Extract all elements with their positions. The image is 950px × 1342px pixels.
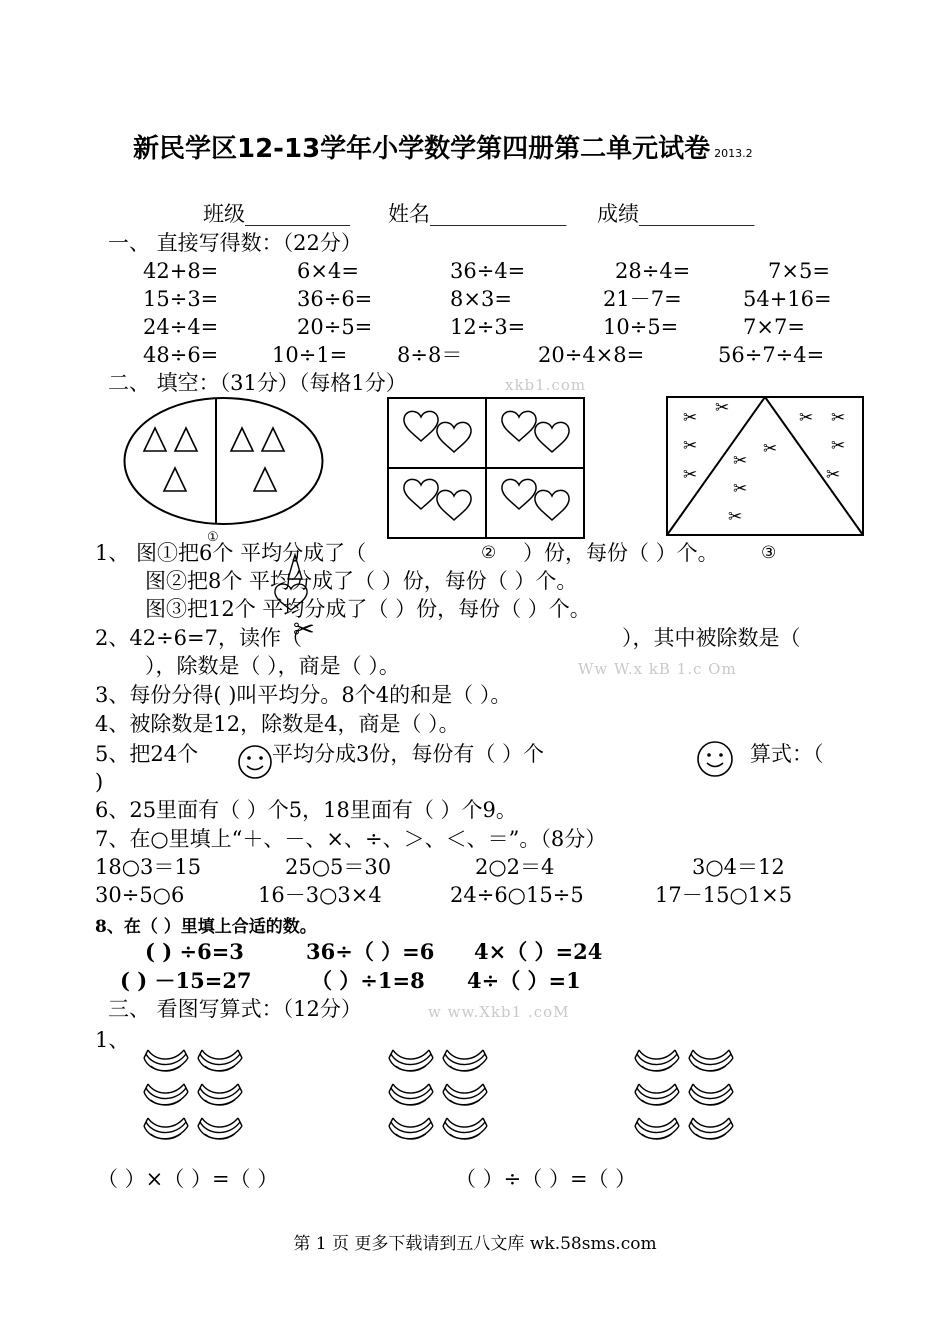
q1-line3: 图③把12个 平均分成了（ ）份，每份（ ）个。 [145,597,591,621]
q4: 4、被除数是12，除数是4，商是（ ）。 [95,712,460,736]
q8-heading: 8、在（ ）里填上合适的数。 [95,917,317,937]
q2-line2: ），除数是（ ），商是（ ）。 [145,654,400,678]
page-footer: 第 1 页 更多下载请到五八文库 wk.58sms.com [293,1234,657,1254]
arith-item: 21－7= [603,287,682,311]
q2-line1: 2、42÷6=7，读作（ [95,626,302,650]
figure-mark-1: ① [207,530,219,545]
arith-item: 48÷6= [143,343,219,367]
arith-item: 10÷1= [272,343,348,367]
q2-line1-end: ），其中被除数是（ [622,626,801,650]
name-field: 姓名_____________ [388,202,567,226]
q1-line1-end: ）份，每份（ ）个。 [523,541,719,565]
compare-item: 18○3＝15 [95,855,202,879]
fill-item: ( ) ÷6=3 [145,939,244,964]
compare-item: 2○2＝4 [475,855,555,879]
fill-item: 4÷（ ）=1 [467,968,581,993]
banana-groups [130,1040,750,1152]
section3-heading: 三、 看图写算式：（12分） [108,997,362,1021]
arith-item: 8÷8＝ [397,343,463,367]
fill-item: （ ）÷1=8 [311,968,425,993]
banana-group-1 [144,1050,242,1139]
arith-item: 28÷4= [615,259,691,283]
arith-item: 42+8= [143,259,219,283]
q5-part4: ) [95,770,104,794]
fill-item: ( ) －15=27 [120,968,252,993]
q5-part1: 5、把24个 [95,742,199,766]
arith-item: 10÷5= [603,315,679,339]
arith-item: 7×7= [743,315,805,339]
arith-item: 20÷4×8= [538,343,645,367]
class-field: 班级__________ [203,202,350,226]
figure-mark-2: ② [481,543,497,563]
watermark: Ww W.x kB 1.c Om [578,660,737,678]
svg-text:✂: ✂ [799,408,814,428]
svg-text:✂: ✂ [831,408,846,428]
page-title: 新民学区12-13学年小学数学第四册第二单元试卷 2013.2 [133,134,753,164]
score-field: 成绩___________ [597,202,755,226]
arith-item: 54+16= [743,287,832,311]
svg-text:✂: ✂ [293,615,315,645]
title-date: 2013.2 [714,147,753,160]
svg-text:✂: ✂ [683,436,698,456]
banana-group-2 [389,1050,487,1139]
svg-text:✂: ✂ [733,451,748,471]
svg-text:✂: ✂ [683,408,698,428]
svg-text:✂: ✂ [831,436,846,456]
smiley-icon [237,744,273,780]
arith-item: 6×4= [297,259,359,283]
watermark: xkb1.com [505,376,587,394]
arith-item: 56÷7÷4= [718,343,825,367]
q1-line2: 图②把8个 平均分成了（ ）份，每份（ ）个。 [145,569,578,593]
svg-text:✂: ✂ [733,479,748,499]
compare-item: 16－3○3×4 [258,883,382,907]
compare-item: 17－15○1×5 [655,883,793,907]
arith-item: 15÷3= [143,287,219,311]
arith-item: 7×5= [768,259,830,283]
svg-text:✂: ✂ [683,465,698,485]
compare-item: 25○5＝30 [285,855,392,879]
fill-item: 4×（ ）=24 [474,939,603,964]
arith-item: 36÷6= [297,287,373,311]
section2-heading: 二、 填空：（31分）（每格1分） [108,371,407,395]
arith-item: 12÷3= [450,315,526,339]
section1-heading: 一、 直接写得数：（22分） [108,231,362,255]
q1-line1: 1、 图①把6个 平均分成了（ [95,541,367,565]
compare-item: 30÷5○6 [95,883,185,907]
arith-item: 8×3= [450,287,512,311]
compare-item: 24÷6○15÷5 [450,883,584,907]
s3-q1-label: 1、 [95,1028,130,1052]
figure2-hearts [387,397,585,539]
svg-text:✂: ✂ [715,398,730,418]
svg-text:✂: ✂ [826,465,841,485]
figure1-triangles [122,395,325,527]
q5-part3: 算式：（ [750,742,824,766]
watermark: w ww.Xkb1 .coM [428,1003,570,1021]
figure-mark-3: ③ [761,543,777,563]
q7-heading: 7、在○里填上“＋、－、×、÷、＞、＜、＝”。（8分） [95,827,607,851]
equation-divide: （ ）÷（ ）=（ ） [455,1167,637,1191]
arith-item: 20÷5= [297,315,373,339]
arith-item: 24÷4= [143,315,219,339]
smiley-icon [696,740,734,778]
equation-multiply: （ ）×（ ）=（ ） [97,1167,279,1191]
svg-text:✂: ✂ [763,439,778,459]
banana-group-3 [635,1050,733,1139]
q3: 3、每份分得( )叫平均分。8个4的和是（ ）。 [95,683,512,707]
q6: 6、25里面有（ ）个5，18里面有（ ）个9。 [95,798,517,822]
figure3-scissors [666,396,864,536]
compare-item: 3○4＝12 [692,855,785,879]
arith-item: 36÷4= [450,259,526,283]
svg-text:✂: ✂ [728,507,743,527]
fill-item: 36÷（ ）=6 [306,939,435,964]
q5-part2: 平均分成3份，每份有（ ）个 [272,742,545,766]
